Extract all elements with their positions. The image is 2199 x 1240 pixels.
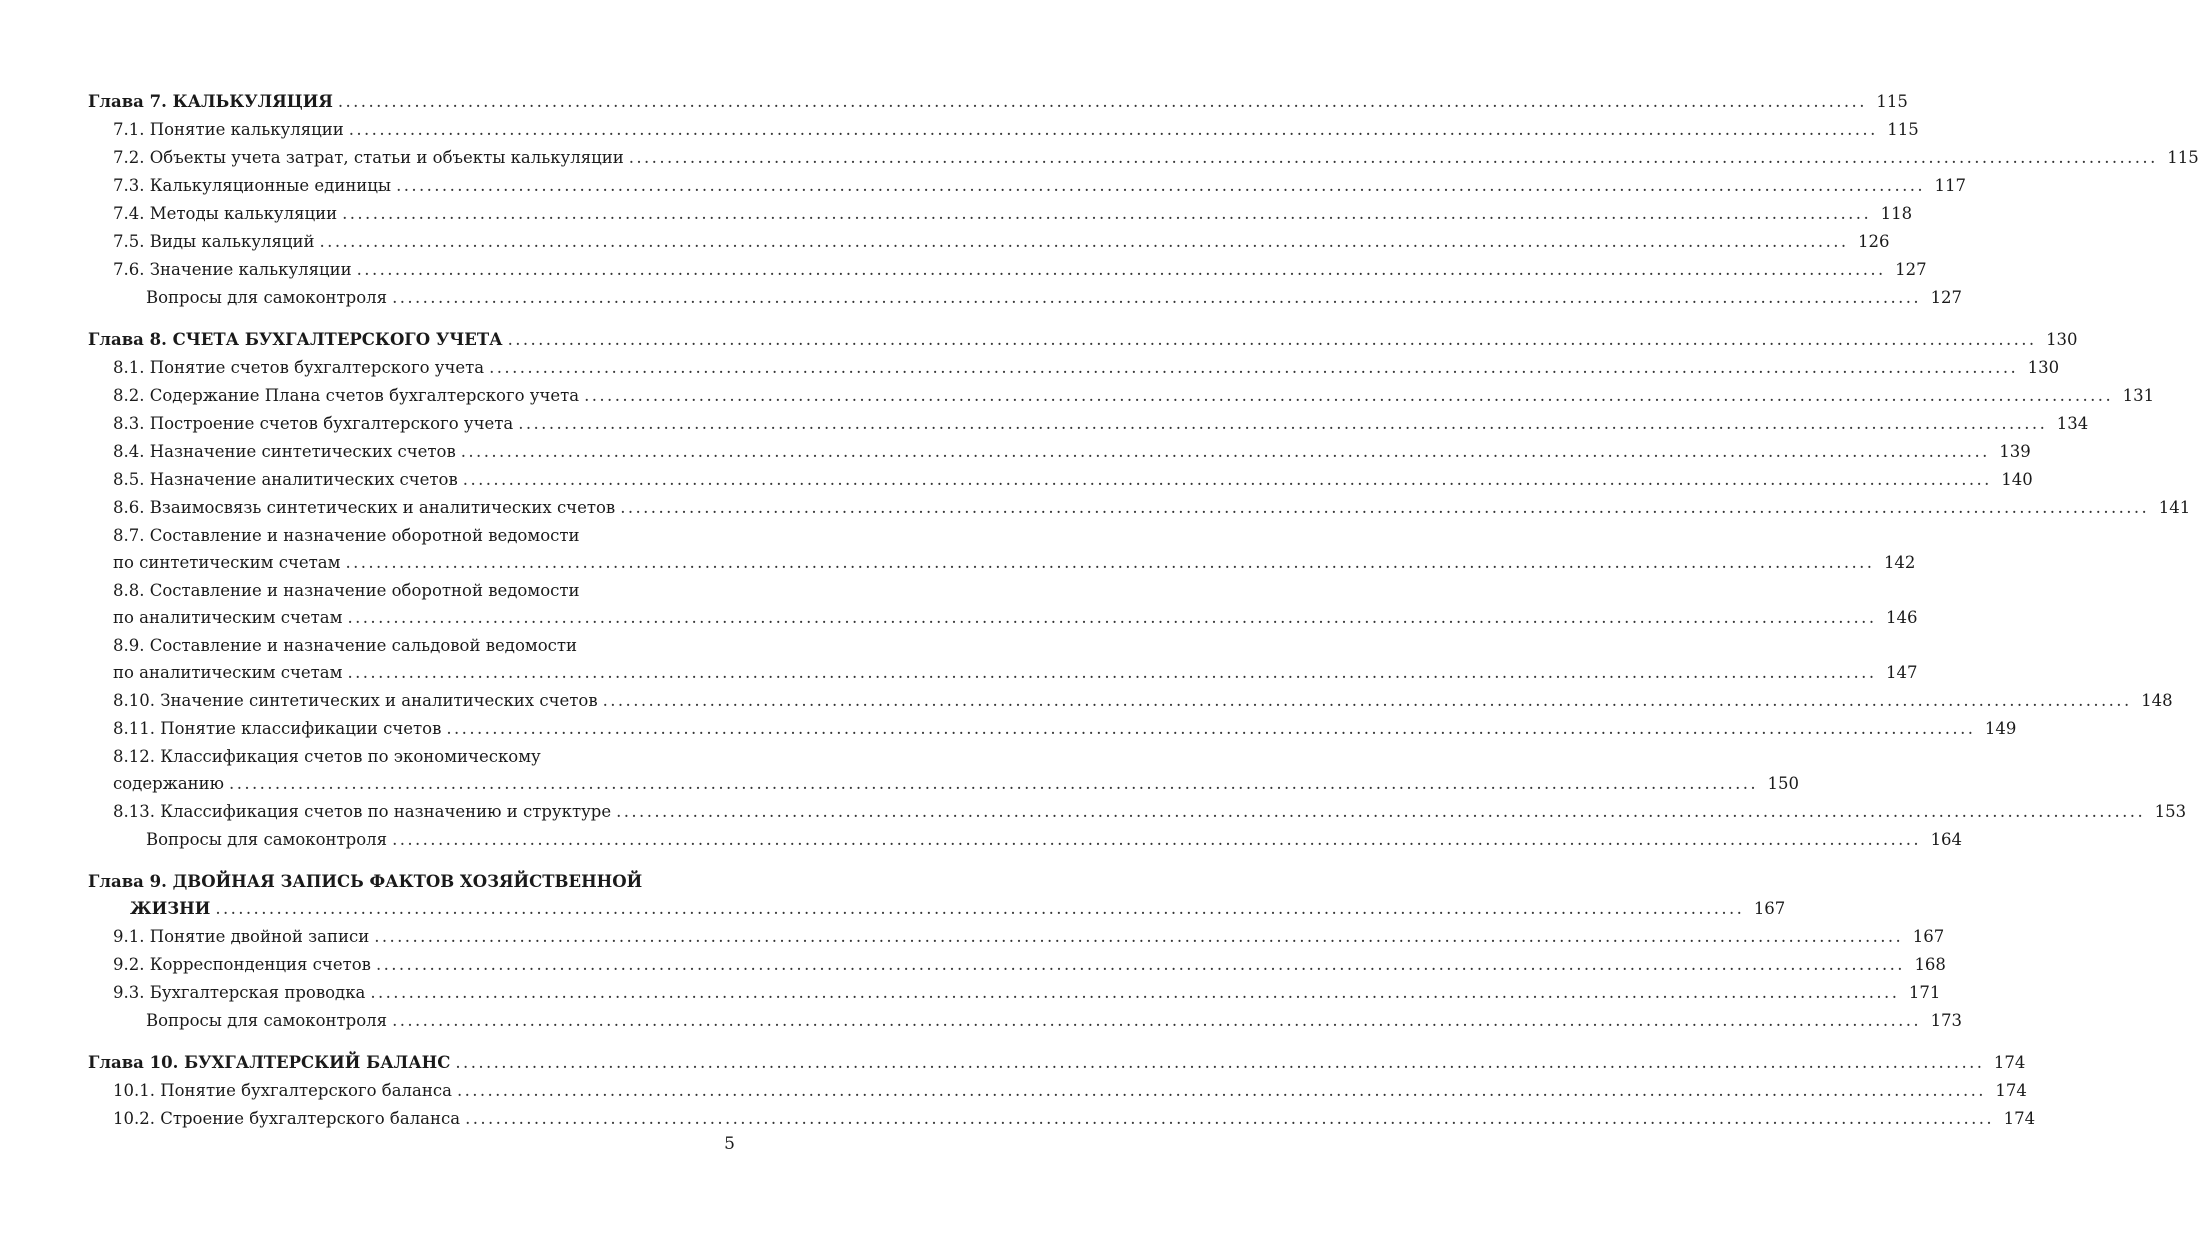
toc-item-7-3[interactable]	[88, 172, 1967, 200]
chapter-title: Глава 10. БУХГАЛТЕРСКИЙ БАЛАНС	[88, 1053, 451, 1072]
page-ref: 127	[1930, 288, 1963, 307]
toc-item-text: по синтетическим счетам	[113, 553, 341, 572]
toc-chapter-7[interactable]	[88, 88, 1908, 116]
toc-item-text: 8.6. Взаимосвязь синтетических и аналитических счетов	[113, 498, 616, 517]
toc-questions-8[interactable]	[88, 826, 1963, 854]
toc-item-10-1[interactable]	[88, 1077, 2027, 1105]
page-ref: 140	[2001, 470, 2033, 489]
toc-item-7-5[interactable]	[88, 228, 1890, 256]
toc-item-8-4[interactable]	[88, 438, 2031, 466]
page-ref: 174	[1993, 1053, 2026, 1072]
page-ref: 134	[2056, 414, 2089, 433]
toc-item-7-4[interactable]	[88, 200, 1913, 228]
toc-item-text: 8.11. Понятие классификации счетов	[113, 719, 442, 738]
page-ref: 118	[1880, 204, 1913, 223]
toc-item-text-line1: 8.7. Составление и назначение оборотной ведомости	[113, 526, 580, 545]
page-ref: 146	[1885, 608, 1918, 627]
toc-item-text: содержанию	[113, 774, 225, 793]
page-ref: 149	[1984, 719, 2017, 738]
toc-item-8-9[interactable]	[88, 632, 1918, 687]
chapter-title: Глава 7. КАЛЬКУЛЯЦИЯ	[88, 92, 333, 111]
toc-item-text: Вопросы для самоконтроля	[146, 288, 388, 307]
toc-chapter-10[interactable]	[88, 1049, 2026, 1077]
toc-item-7-6[interactable]	[88, 256, 1927, 284]
toc-item-8-8[interactable]	[88, 577, 1918, 632]
page-ref: 131	[2122, 386, 2155, 405]
page-ref: 115	[1887, 120, 1919, 139]
dot-leader: ........................................................................................................................................................................................................	[392, 1011, 1922, 1030]
dot-leader: ........................................................................................................................................................................................................	[392, 830, 1922, 849]
toc-item-text: 8.2. Содержание Плана счетов бухгалтерского учета	[113, 386, 580, 405]
dot-leader: ........................................................................................................................................................................................................	[456, 1081, 1986, 1100]
dot-leader: ........................................................................................................................................................................................................	[460, 442, 1990, 461]
dot-leader: ........................................................................................................................................................................................................	[602, 691, 2132, 710]
page-ref: 115	[2167, 148, 2199, 167]
toc-item-text: 8.3. Построение счетов бухгалтерского учета	[113, 414, 514, 433]
chapter-title: ЖИЗНИ	[130, 899, 211, 918]
page-ref: 150	[1767, 774, 1800, 793]
toc-item-text: по аналитическим счетам	[113, 608, 343, 627]
toc-item-text: 7.3. Калькуляционные единицы	[113, 176, 392, 195]
page-ref: 173	[1930, 1011, 1963, 1030]
spacer	[88, 312, 737, 326]
toc-chapter-9[interactable]	[88, 868, 1786, 923]
page-ref: 141	[2158, 498, 2191, 517]
toc-item-text: 9.1. Понятие двойной записи	[113, 927, 370, 946]
page-ref: 174	[1995, 1081, 2027, 1100]
toc-chapter-8[interactable]	[88, 326, 2078, 354]
toc-item-text: 7.1. Понятие калькуляции	[113, 120, 344, 139]
spacer	[88, 1035, 737, 1049]
dot-leader: ........................................................................................................................................................................................................	[455, 1053, 1985, 1072]
dot-leader: ........................................................................................................................................................................................................	[342, 204, 1872, 223]
toc-item-text: 8.5. Назначение аналитических счетов	[113, 470, 458, 489]
dot-leader: ........................................................................................................................................................................................................	[489, 358, 2019, 377]
page-ref: 167	[1753, 899, 1786, 918]
page-ref: 167	[1912, 927, 1945, 946]
dot-leader: ........................................................................................................................................................................................................	[337, 92, 1867, 111]
spacer	[88, 854, 737, 868]
toc-questions-9[interactable]	[88, 1007, 1963, 1035]
dot-leader: ........................................................................................................................................................................................................	[392, 288, 1922, 307]
toc-questions-7[interactable]	[88, 284, 1963, 312]
toc-item-8-10[interactable]	[88, 687, 2173, 715]
toc-item-text: 8.10. Значение синтетических и аналитических счетов	[113, 691, 598, 710]
toc-item-7-2[interactable]	[88, 144, 2199, 172]
page-ref: 171	[1908, 983, 1941, 1002]
page-ref: 139	[1999, 442, 2031, 461]
page-ref: 130	[2046, 330, 2078, 349]
page-ref: 148	[2141, 691, 2173, 710]
dot-leader: ........................................................................................................................................................................................................	[465, 1109, 1995, 1128]
dot-leader: ........................................................................................................................................................................................................	[462, 470, 1992, 489]
toc-item-text: 10.2. Строение бухгалтерского баланса	[113, 1109, 461, 1128]
page-ref: 130	[2027, 358, 2060, 377]
page-ref: 153	[2154, 802, 2187, 821]
dot-leader: ........................................................................................................................................................................................................	[345, 553, 1875, 572]
toc-item-text: по аналитическим счетам	[113, 663, 343, 682]
page-ref: 126	[1858, 232, 1890, 251]
toc-item-text: 9.2. Корреспонденция счетов	[113, 955, 371, 974]
dot-leader: ........................................................................................................................................................................................................	[348, 120, 1878, 139]
dot-leader: ........................................................................................................................................................................................................	[347, 608, 1877, 627]
toc-item-text: 8.4. Назначение синтетических счетов	[113, 442, 456, 461]
page-ref: 147	[1885, 663, 1918, 682]
page-ref: 174	[2003, 1109, 2036, 1128]
toc-item-8-6[interactable]	[88, 494, 2191, 522]
dot-leader: ........................................................................................................................................................................................................	[215, 899, 1745, 918]
page-ref: 164	[1930, 830, 1963, 849]
toc-item-8-7[interactable]	[88, 522, 1916, 577]
toc-item-8-3[interactable]	[88, 410, 2089, 438]
toc-item-8-13[interactable]	[88, 798, 2187, 826]
toc-item-9-3[interactable]	[88, 979, 1941, 1007]
page-number: 5	[724, 1134, 735, 1154]
dot-leader: ........................................................................................................................................................................................................	[518, 414, 2048, 433]
dot-leader: ........................................................................................................................................................................................................	[356, 260, 1886, 279]
page-ref: 117	[1934, 176, 1967, 195]
chapter-title: Глава 8. СЧЕТА БУХГАЛТЕРСКОГО УЧЕТА	[88, 330, 503, 349]
toc-item-text-line1: 8.12. Классификация счетов по экономическому	[113, 747, 541, 766]
toc-item-text: 9.3. Бухгалтерская проводка	[113, 983, 366, 1002]
page-ref: 127	[1895, 260, 1927, 279]
toc-item-8-12[interactable]	[88, 743, 1800, 798]
dot-leader: ........................................................................................................................................................................................................	[347, 663, 1877, 682]
toc-item-text: Вопросы для самоконтроля	[146, 830, 388, 849]
toc-item-text: 8.13. Классификация счетов по назначению и структуре	[113, 802, 612, 821]
toc-item-9-2[interactable]	[88, 951, 1946, 979]
dot-leader: ........................................................................................................................................................................................................	[616, 802, 2146, 821]
toc-item-text: Вопросы для самоконтроля	[146, 1011, 388, 1030]
dot-leader: ........................................................................................................................................................................................................	[620, 498, 2150, 517]
toc-item-10-2[interactable]	[88, 1105, 2036, 1133]
dot-leader: ........................................................................................................................................................................................................	[507, 330, 2037, 349]
toc-item-text-line1: 8.8. Составление и назначение оборотной ведомости	[113, 581, 580, 600]
page-ref: 115	[1876, 92, 1908, 111]
toc-item-8-2[interactable]	[88, 382, 2155, 410]
dot-leader: ........................................................................................................................................................................................................	[628, 148, 2158, 167]
dot-leader: ........................................................................................................................................................................................................	[374, 927, 1904, 946]
dot-leader: ........................................................................................................................................................................................................	[229, 774, 1759, 793]
toc-item-text: 8.1. Понятие счетов бухгалтерского учета	[113, 358, 485, 377]
toc-item-text: 7.4. Методы калькуляции	[113, 204, 338, 223]
toc-item-7-1[interactable]	[88, 116, 1919, 144]
toc-item-text: 7.2. Объекты учета затрат, статьи и объекты калькуляции	[113, 148, 624, 167]
page-ref: 168	[1914, 955, 1946, 974]
table-of-contents	[88, 88, 2199, 1133]
dot-leader: ........................................................................................................................................................................................................	[446, 719, 1976, 738]
chapter-title-line1: Глава 9. ДВОЙНАЯ ЗАПИСЬ ФАКТОВ ХОЗЯЙСТВЕННОЙ	[88, 872, 643, 891]
dot-leader: ........................................................................................................................................................................................................	[370, 983, 1900, 1002]
dot-leader: ........................................................................................................................................................................................................	[375, 955, 1905, 974]
dot-leader: ........................................................................................................................................................................................................	[396, 176, 1926, 195]
toc-item-8-11[interactable]	[88, 715, 2017, 743]
toc-item-8-1[interactable]	[88, 354, 2060, 382]
page-ref: 142	[1883, 553, 1916, 572]
dot-leader: ........................................................................................................................................................................................................	[319, 232, 1849, 251]
toc-item-text-line1: 8.9. Составление и назначение сальдовой ведомости	[113, 636, 578, 655]
dot-leader: ........................................................................................................................................................................................................	[584, 386, 2114, 405]
toc-item-8-5[interactable]	[88, 466, 2033, 494]
toc-item-text: 7.6. Значение калькуляции	[113, 260, 352, 279]
toc-item-9-1[interactable]	[88, 923, 1945, 951]
toc-item-text: 10.1. Понятие бухгалтерского баланса	[113, 1081, 452, 1100]
toc-item-text: 7.5. Виды калькуляций	[113, 232, 315, 251]
